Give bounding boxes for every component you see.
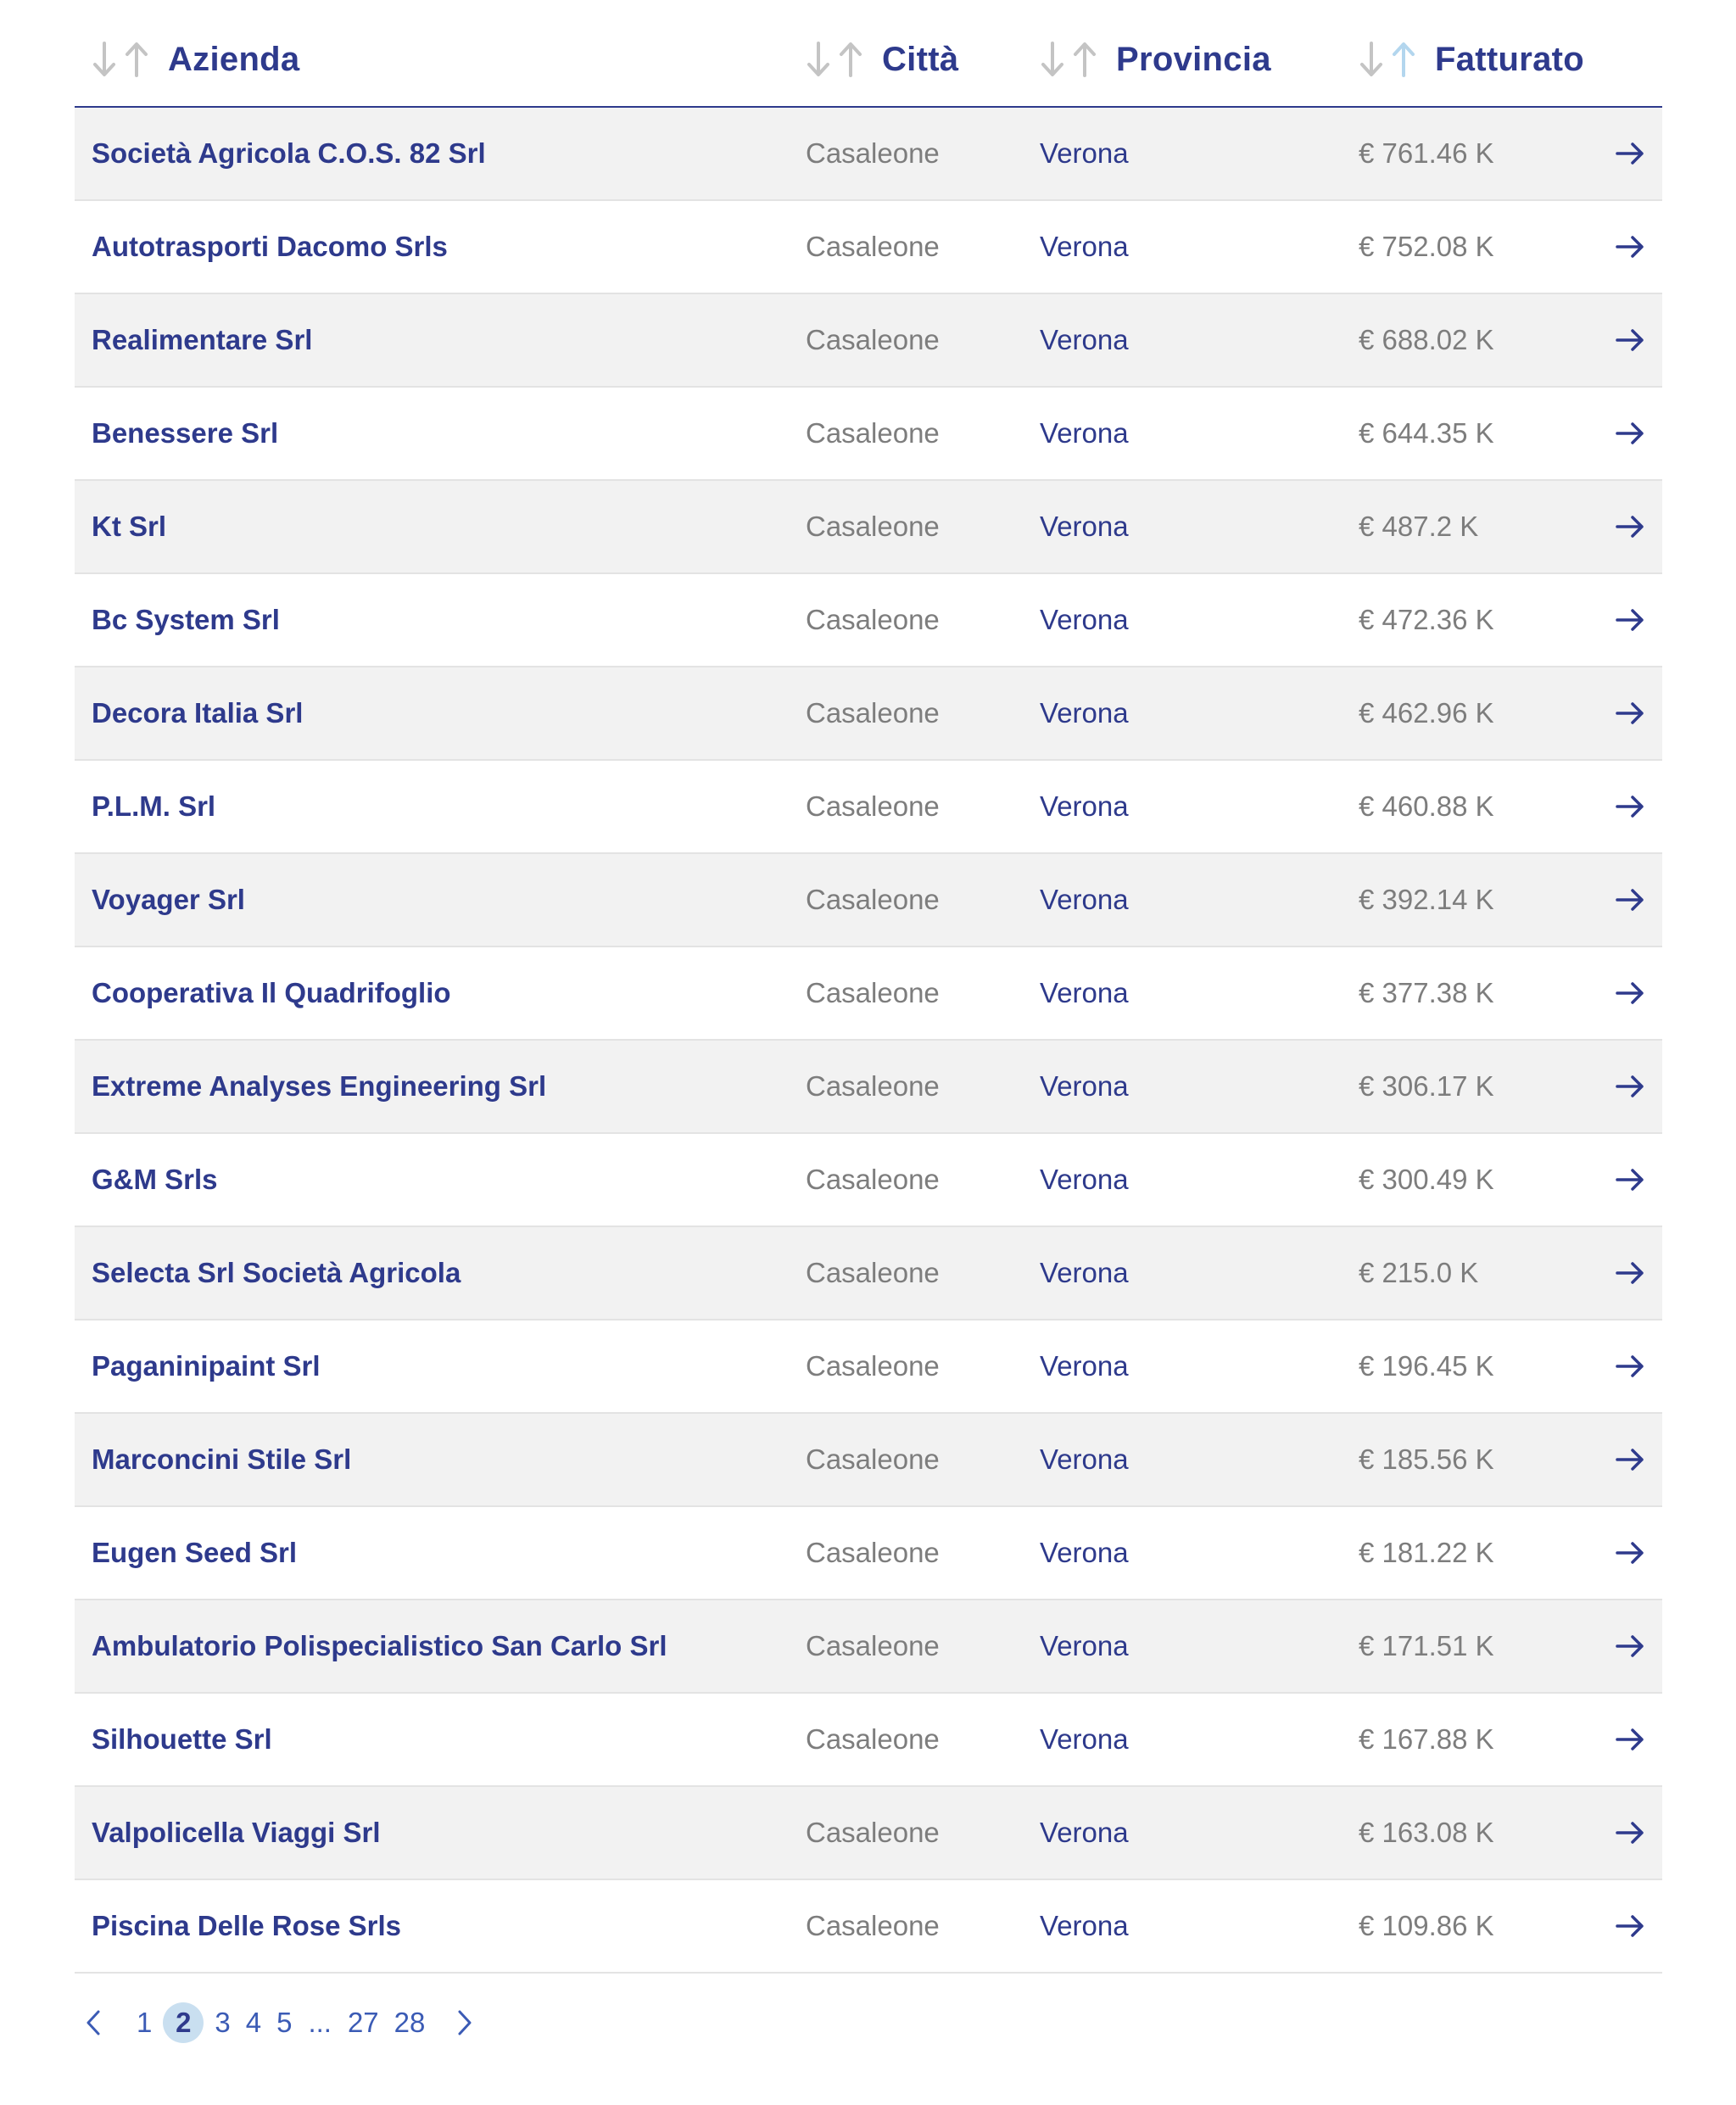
province-cell: Verona [1040,1070,1129,1102]
table-row[interactable] [75,294,1662,388]
arrow-right-icon[interactable] [1613,481,1647,572]
city-cell: Casaleone [806,1537,940,1568]
arrow-up-icon[interactable] [1072,40,1097,79]
company-name-link[interactable]: Marconcini Stile Srl [92,1443,352,1475]
arrow-right-icon[interactable] [1613,761,1647,852]
city-cell: Casaleone [806,604,940,635]
company-name-link[interactable]: Extreme Analyses Engineering Srl [92,1070,547,1102]
table-row[interactable] [75,1321,1662,1414]
province-cell: Verona [1040,1537,1129,1568]
arrow-right-icon[interactable] [1613,201,1647,293]
arrow-right-icon[interactable] [1613,1414,1647,1505]
province-cell: Verona [1040,1257,1129,1288]
company-name-link[interactable]: Paganinipaint Srl [92,1350,321,1382]
sort-controls [806,40,863,79]
sort-controls [92,40,149,79]
arrow-right-icon[interactable] [1613,1321,1647,1412]
province-cell: Verona [1040,1817,1129,1848]
arrow-right-icon[interactable] [1613,1507,1647,1599]
table-row[interactable] [75,388,1662,481]
province-cell: Verona [1040,1443,1129,1475]
column-header-fatturato[interactable] [1359,37,1584,81]
province-cell: Verona [1040,1723,1129,1755]
page-link-5[interactable]: 5 [276,2007,293,2038]
city-cell: Casaleone [806,1910,940,1941]
sort-controls [1359,40,1416,79]
revenue-cell: € 688.02 K [1359,324,1494,355]
company-name-link[interactable]: Voyager Srl [92,884,245,915]
revenue-cell: € 462.96 K [1359,697,1494,729]
table-row[interactable] [75,1134,1662,1227]
company-name-link[interactable]: Società Agricola C.O.S. 82 Srl [92,137,486,169]
table-row[interactable] [75,854,1662,947]
company-name-link[interactable]: P.L.M. Srl [92,790,216,822]
arrow-down-icon[interactable] [92,40,117,79]
page-link-27[interactable]: 27 [347,2007,379,2038]
table-row[interactable] [75,1880,1662,1974]
company-name-link[interactable]: Decora Italia Srl [92,697,304,729]
company-name-link[interactable]: Autotrasporti Dacomo Srls [92,231,448,262]
province-cell: Verona [1040,790,1129,822]
column-label-citta: Città [882,40,959,78]
company-name-link[interactable]: Kt Srl [92,511,167,542]
city-cell: Casaleone [806,1070,940,1102]
revenue-cell: € 185.56 K [1359,1443,1494,1475]
city-cell: Casaleone [806,511,940,542]
table-row[interactable] [75,1414,1662,1507]
revenue-cell: € 215.0 K [1359,1257,1479,1288]
revenue-cell: € 306.17 K [1359,1070,1494,1102]
revenue-cell: € 487.2 K [1359,511,1479,542]
arrow-right-icon[interactable] [1613,1694,1647,1785]
city-cell: Casaleone [806,884,940,915]
table-body [75,108,1662,1974]
province-cell: Verona [1040,231,1129,262]
column-label-provincia: Provincia [1116,40,1271,78]
province-cell: Verona [1040,604,1129,635]
city-cell: Casaleone [806,417,940,449]
table-row[interactable] [75,1041,1662,1134]
table-row[interactable] [75,481,1662,574]
company-name-link[interactable]: Benessere Srl [92,417,279,449]
table-row[interactable] [75,1227,1662,1321]
table-row[interactable] [75,1787,1662,1880]
city-cell: Casaleone [806,1630,940,1661]
city-cell: Casaleone [806,697,940,729]
province-cell: Verona [1040,417,1129,449]
table-row[interactable] [75,947,1662,1041]
arrow-right-icon[interactable] [1613,1880,1647,1972]
table-row[interactable] [75,1600,1662,1694]
revenue-cell: € 300.49 K [1359,1164,1494,1195]
arrow-right-icon[interactable] [1613,1134,1647,1226]
revenue-cell: € 460.88 K [1359,790,1494,822]
revenue-cell: € 181.22 K [1359,1537,1494,1568]
city-cell: Casaleone [806,137,940,169]
city-cell: Casaleone [806,1257,940,1288]
province-cell: Verona [1040,324,1129,355]
arrow-up-icon[interactable] [838,40,863,79]
arrow-right-icon[interactable] [1613,947,1647,1039]
arrow-right-icon[interactable] [1613,388,1647,479]
city-cell: Casaleone [806,1817,940,1848]
company-name-link[interactable]: Valpolicella Viaggi Srl [92,1817,381,1848]
revenue-cell: € 752.08 K [1359,231,1494,262]
arrow-right-icon[interactable] [1613,108,1647,199]
page-link-3[interactable]: 3 [215,2007,231,2038]
arrow-right-icon[interactable] [1613,574,1647,666]
province-cell: Verona [1040,977,1129,1008]
sort-controls [1040,40,1097,79]
column-header-provincia[interactable] [1040,37,1271,81]
city-cell: Casaleone [806,1164,940,1195]
table-row[interactable] [75,574,1662,667]
arrow-right-icon[interactable] [1613,667,1647,759]
city-cell: Casaleone [806,1443,940,1475]
revenue-cell: € 167.88 K [1359,1723,1494,1755]
company-name-link[interactable]: Bc System Srl [92,604,280,635]
arrow-right-icon[interactable] [1613,1787,1647,1879]
province-cell: Verona [1040,884,1129,915]
pagination [85,2000,473,2046]
arrow-up-icon[interactable] [124,40,149,79]
revenue-cell: € 644.35 K [1359,417,1494,449]
province-cell: Verona [1040,137,1129,169]
table-header [75,0,1662,108]
table-row[interactable] [75,761,1662,854]
company-name-link[interactable]: Piscina Delle Rose Srls [92,1910,402,1941]
province-cell: Verona [1040,1350,1129,1382]
company-name-link[interactable]: Selecta Srl Società Agricola [92,1257,461,1288]
column-header-azienda[interactable] [92,37,299,81]
city-cell: Casaleone [806,1723,940,1755]
table-row[interactable] [75,1507,1662,1600]
arrow-right-icon[interactable] [1613,294,1647,386]
company-name-link[interactable]: G&M Srls [92,1164,218,1195]
arrow-right-icon[interactable] [1613,1041,1647,1132]
arrow-up-icon[interactable] [1391,40,1416,79]
company-name-link[interactable]: Cooperativa Il Quadrifoglio [92,977,451,1008]
page-link-1[interactable]: 1 [137,2007,153,2038]
page-link-28[interactable]: 28 [394,2007,426,2038]
column-label-azienda: Azienda [168,40,300,78]
province-cell: Verona [1040,1164,1129,1195]
arrow-down-icon[interactable] [806,40,831,79]
table-row[interactable] [75,201,1662,294]
revenue-cell: € 392.14 K [1359,884,1494,915]
province-cell: Verona [1040,511,1129,542]
revenue-cell: € 109.86 K [1359,1910,1494,1941]
city-cell: Casaleone [806,790,940,822]
city-cell: Casaleone [806,977,940,1008]
arrow-right-icon[interactable] [1613,854,1647,946]
revenue-cell: € 377.38 K [1359,977,1494,1008]
arrow-down-icon[interactable] [1040,40,1065,79]
column-header-citta[interactable] [806,37,958,81]
arrow-down-icon[interactable] [1359,40,1384,79]
page-link-2-current[interactable]: 2 [163,2002,204,2043]
page-link-4[interactable]: 4 [245,2007,262,2038]
table-row[interactable] [75,667,1662,761]
revenue-cell: € 171.51 K [1359,1630,1494,1661]
column-label-fatturato: Fatturato [1435,40,1585,78]
province-cell: Verona [1040,1630,1129,1661]
city-cell: Casaleone [806,1350,940,1382]
arrow-right-icon[interactable] [1613,1600,1647,1692]
revenue-cell: € 472.36 K [1359,604,1494,635]
province-cell: Verona [1040,697,1129,729]
company-name-link[interactable]: Silhouette Srl [92,1723,272,1755]
company-name-link[interactable]: Ambulatorio Polispecialistico San Carlo Srl [92,1630,667,1661]
company-name-link[interactable]: Eugen Seed Srl [92,1537,298,1568]
table-row[interactable] [75,1694,1662,1787]
companies-table [75,0,1662,1974]
chevron-right-icon[interactable] [456,2009,473,2036]
city-cell: Casaleone [806,324,940,355]
table-row[interactable] [75,108,1662,201]
page-ellipsis: ... [308,2007,332,2038]
arrow-right-icon[interactable] [1613,1227,1647,1319]
chevron-left-icon[interactable] [85,2009,102,2036]
revenue-cell: € 761.46 K [1359,137,1494,169]
revenue-cell: € 196.45 K [1359,1350,1494,1382]
city-cell: Casaleone [806,231,940,262]
province-cell: Verona [1040,1910,1129,1941]
company-name-link[interactable]: Realimentare Srl [92,324,313,355]
revenue-cell: € 163.08 K [1359,1817,1494,1848]
